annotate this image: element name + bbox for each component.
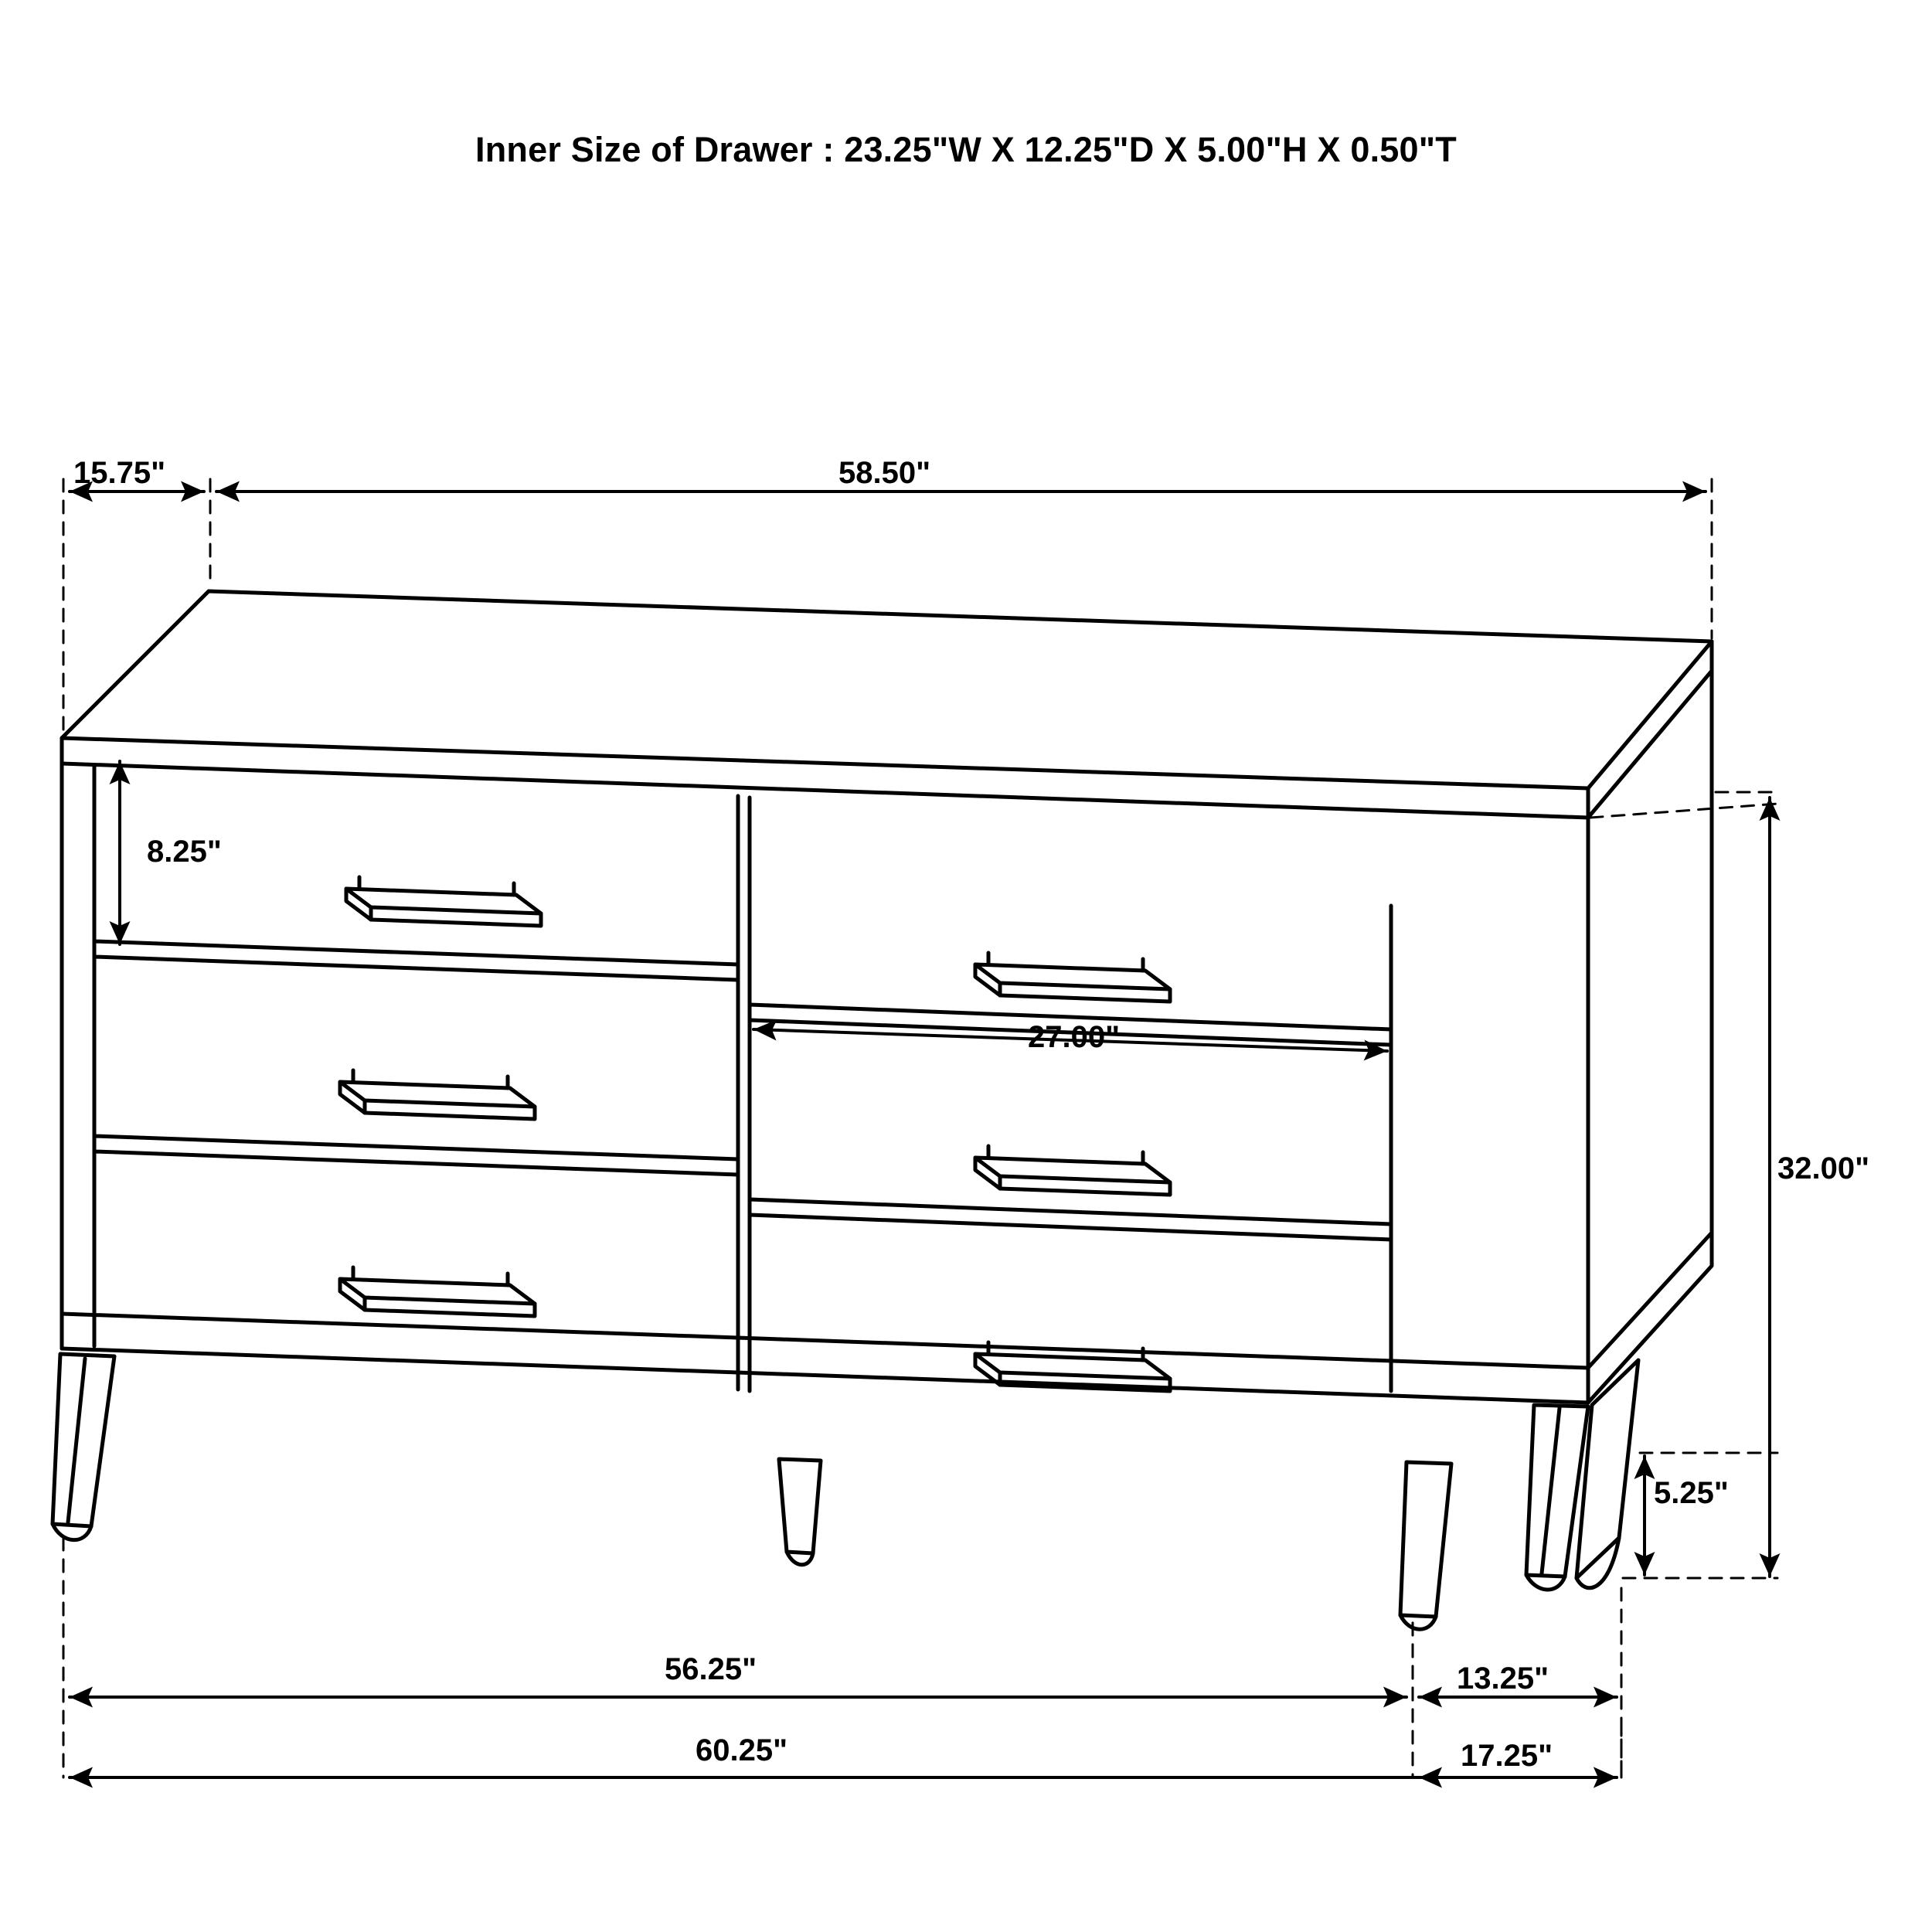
leg-back-right	[1400, 1462, 1451, 1629]
cabinet-bottom-rail	[62, 1314, 1588, 1368]
drawer-handle-left-1	[346, 877, 541, 926]
leg-front-left	[53, 1354, 114, 1540]
cabinet-right-side-panel	[1588, 671, 1712, 1403]
dim-leg-height: 5.25"	[1654, 1476, 1729, 1510]
dim-overall-height: 32.00"	[1777, 1151, 1870, 1185]
dimension-lines	[70, 492, 1770, 1777]
drawer-handle-right-2	[975, 1146, 1170, 1195]
dim-drawer-width-right: 27.00"	[1028, 1020, 1121, 1054]
page-title: Inner Size of Drawer : 23.25"W X 12.25"D X 5.00"H X 0.50"T	[475, 130, 1457, 169]
dim-top-width: 58.50"	[838, 456, 931, 490]
cabinet-bottom-front-edge	[62, 1349, 1588, 1403]
drawer-handle-right-1	[975, 953, 1170, 1002]
dim-overall-depth: 17.25"	[1461, 1739, 1553, 1773]
dim-drawer-height: 8.25"	[147, 835, 222, 869]
dim-overall-width: 60.25"	[696, 1733, 788, 1767]
drawer-handle-left-2	[340, 1070, 535, 1119]
extension-lines	[63, 479, 1777, 1777]
leg-right-side	[1577, 1360, 1638, 1588]
dim-case-depth: 13.25"	[1457, 1662, 1549, 1696]
drawer-handle-left-3	[340, 1267, 535, 1316]
leg-center-back	[779, 1459, 821, 1565]
dim-case-width: 56.25"	[665, 1652, 757, 1686]
dresser-top-surface	[62, 591, 1712, 788]
cabinet-bottom-rail-side	[1588, 1233, 1712, 1368]
dim-top-depth: 15.75"	[73, 456, 166, 490]
dresser-top-edge	[62, 738, 1588, 818]
dresser-top-side-edge	[1588, 641, 1712, 818]
